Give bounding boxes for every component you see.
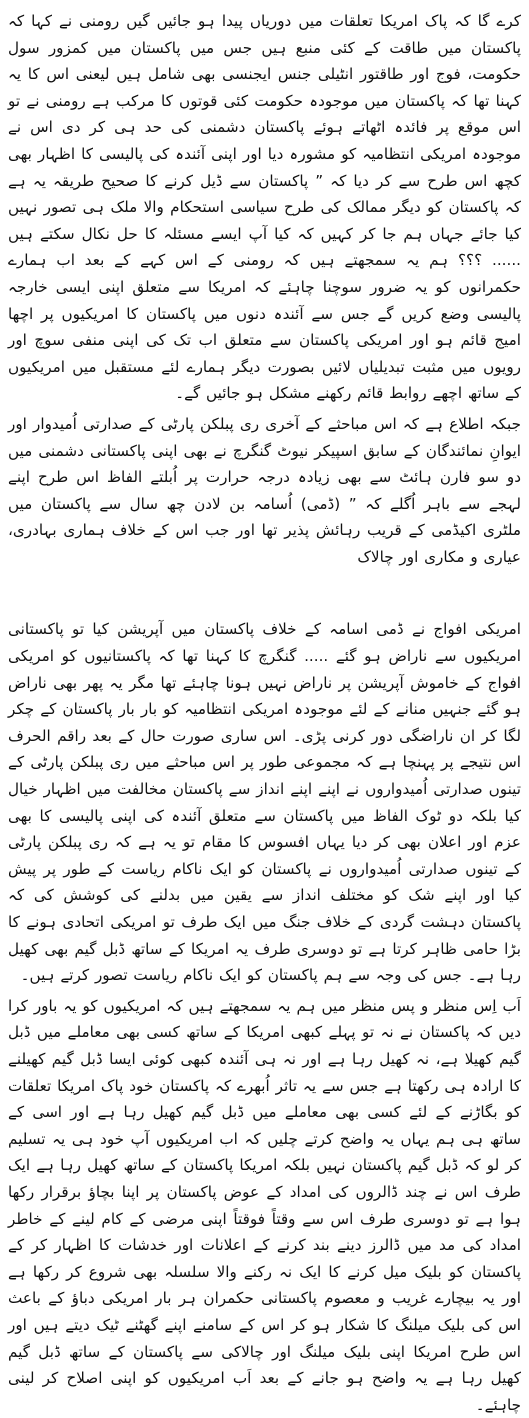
article-paragraph-1: کرے گا کہ پاک امریکا تعلقات میں دوریاں پیدا ہو جائیں گیں رومنی نے کہا کہ پاکستان میں طاقت کے کئی منبع ہیں جس میں پاکستان میں کمزور سول حکومت، فوج اور طاقتور انٹیلی جنس ایجنسی بھی شامل ہیں لیعنی اس کا یہ کہنا تھا کہ پاکستان میں موجودہ حکومت کئی قوتوں کا مرکب ہے رومنی نے تو اس موقع پر فائدہ اٹھاتے ہوئے پاکستان دشمنی کی حد ہی کر دی اس نے موجودہ امریکی انتظامیہ کو مشورہ دیا اور اپنی آئندہ کی پالیسی کا اظہار بھی کچھ اس طرح سے کر دیا کہ ” پاکستان سے ڈیل کرنے کا صحیح طریقہ یہ ہے کہ پاکستان کو دیگر ممالک کی طرح سیاسی استحکام والا ملک ہی تصور نہیں کیا جائے جہاں ہم جا کر کہیں کہ کیا آپ ایسے مسئلہ کا حل نکال سکتے ہیں ...... ؟؟؟ ہم یہ سمجھتے ہیں کہ رومنی کے اس کہے کے بعد اب ہمارے حکمرانوں کو یہ ضرور سوچنا چاہئے کہ امریکا سے متعلق اپنی ایسی خارجہ پالیسی وضع کریں گے جس سے آئندہ دنوں میں پاکستان کا امریکیوں پر اچھا امیج قائم ہو اور امریکی پاکستان سے متعلق اب تک کی اپنی منفی سوچ اور رویوں میں مثبت تبدیلیاں لائیں بصورت دیگر ہمارے لئے مستقبل میں امریکیوں کے ساتھ اچھے روابط قائم رکھنے مشکل ہو جائیں گے۔	[8, 12, 521, 403]
article-paragraph-3: امریکی افواج نے ڈمی اسامہ کے خلاف پاکستان میں آپریشن کیا تو پاکستانی امریکیوں سے ناراض ہو گئے ..... گنگرچ کا کہنا تھا کہ پاکستانیوں کو امریکی افواج کے خاموش آپریشن پر ناراض نہیں ہونا چاہئے تھا مگر یہ پھر بھی ناراض ہو گئے جنہیں منانے کے لئے موجودہ امریکی انتظامیہ کو بار بار پاکستان کے چکر لگا کر ان ناراضگی دور کرنی پڑی۔ اس ساری صورت حال کے بعد راقم الحرف اس نتیجے پر پہنچا ہے کہ مجموعی طور پر اس مباحثے میں ری پبلکن پارٹی کے تینوں صدارتی اُمیدواروں نے اپنے اپنے انداز سے پاکستان مخالفت میں اظہار خیال کیا بلکہ دو ٹوک الفاظ میں پاکستان سے متعلق آئندہ کی اپنی پالیسی کا بھی عزم اور اعلان بھی کر دیا یہاں افسوس کا مقام تو یہ ہے کہ ری پبلکن پارٹی کے تینوں صدارتی اُمیدواروں نے پاکستان کو ایک ناکام ریاست کے طور پر پیش کیا اور اپنے شک کو مختلف انداز سے یقین میں بدلنے کی کوشش کی کہ پاکستان دہشت گردی کے خلاف جنگ میں ایک طرف تو امریکی اتحادی ہونے کا بڑا حامی ظاہر کرتا ہے تو دوسری طرف یہ امریکا کے ساتھ ڈبل گیم بھی کھیل رہا ہے۔ جس کی وجہ سے ہم پاکستان کو ایک ناکام ریاست تصور کرتے ہیں۔	[8, 620, 521, 985]
article-paragraph-4: اَب اِس منظر و پس منظر میں ہم یہ سمجھتے ہیں کہ امریکیوں کو یہ باور کرا دیں کہ پاکستان نے نہ تو پہلے کبھی امریکا کے ساتھ کسی بھی معاملے میں ڈبل گیم کھیلا ہے، نہ کھیل رہا ہے اور نہ ہی آئندہ کبھی کوئی ایسا ڈبل گیم کھیلنے کا ارادہ ہی رکھتا ہے جس سے یہ تاثر اُبھرے کہ پاکستان خود پاک امریکا تعلقات کو بگاڑنے کے لئے کسی بھی معاملے میں ڈبل گیم کھیل رہا ہے اور اسی کے ساتھ ہی ہم یہاں یہ واضح کرتے چلیں کہ اب امریکیوں آپ خود ہی یہ تسلیم کر لو کہ ڈبل گیم پاکستان نہیں بلکہ امریکا پاکستان کے ساتھ کھیل رہا ہے ایک طرف اس نے چند ڈالروں کی امداد کے عوض پاکستان پر اپنا بچاؤ برقرار رکھا ہوا ہے تو دوسری طرف اس سے وقتاً فوقتاً اپنی مرضی کے کام لینے کے خاطر امداد کی مد میں ڈالرز دینے بند کرنے کے اعلانات اور خدشات کا اظہار کر کے پاکستان کو بلیک میل کرنے کا ایک نہ رکنے والا سلسلہ بھی شروع کر رکھا ہے اور یہ بیچارے غریب و معصوم پاکستانی حکمران ہر بار امریکی دباؤ کے باعث اس کی بلیک میلنگ کا شکار ہو کر اس کے سامنے اپنے گھٹنے ٹیک دیتے ہیں اور اس طرح امریکا اپنی بلیک میلنگ اور چالاکی سے پاکستان کے ساتھ ڈبل گیم کھیل رہا ہے یہ واضح ہو جانے کے بعد اَب امریکیوں کو اپنی اصلاح کر لینی چاہئے۔	[8, 996, 521, 1414]
section-break	[8, 570, 521, 616]
article-paragraph-2: جبکہ اطلاع ہے کہ اس مباحثے کے آخری ری پبلکن پارٹی کے صدارتی اُمیدوار اور ایوانِ نمائندگان کے سابق اسپیکر نیوٹ گنگرچ نے بھی اپنی پاکستانی دشمنی میں دو سو فارن ہائٹ سے بھی زیادہ درجہ حرارت پر اُبلتے الفاظ اس طرح اپنے لہجے سے باہر اُگلے کہ ” (ڈمی) اُسامہ بن لادن چھ سال سے پاکستان میں ملٹری اکیڈمی کے قریب رہائش پذیر تھا اور جب اس کے خلاف ہماری بہادری، عیاری و مکاری اور چالاک	[8, 414, 521, 566]
